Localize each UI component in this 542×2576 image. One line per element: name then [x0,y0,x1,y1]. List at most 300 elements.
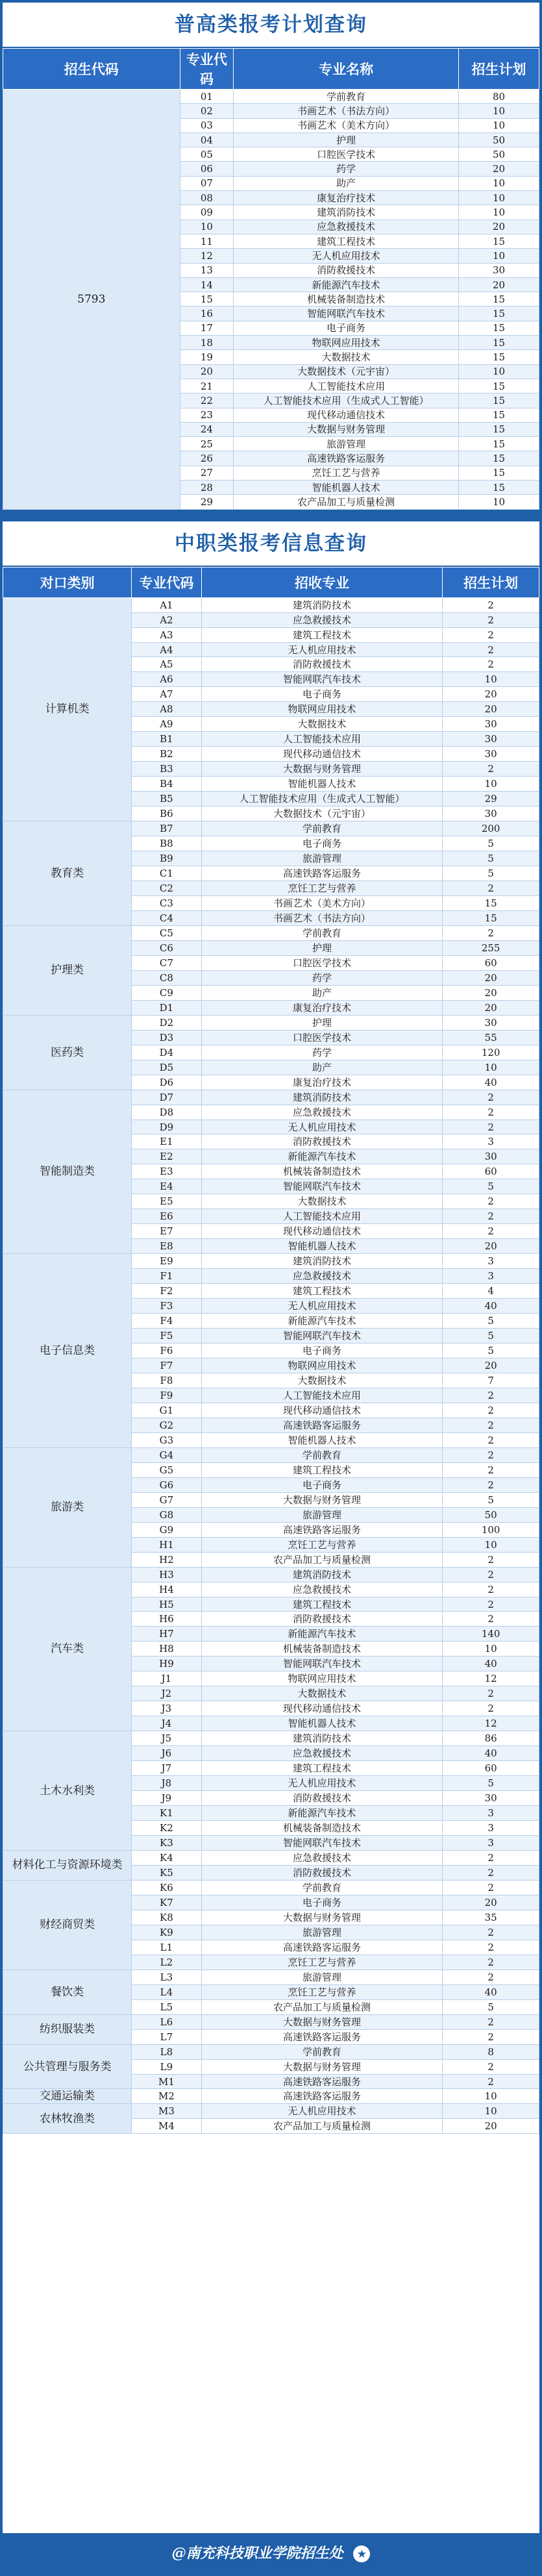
plan-count-cell: 4 [443,1284,539,1299]
major-name-cell: 护理 [201,1015,443,1030]
major-code-cell: M1 [132,2074,201,2089]
major-code-cell: B8 [132,836,201,851]
major-name-cell: 机械装备制造技术 [234,292,459,306]
page [3,3,539,2573]
major-name-cell: 新能源汽车技术 [201,1806,443,1821]
major-code-cell: G5 [132,1462,201,1477]
major-name-cell: 农产品加工与质量检测 [234,495,459,509]
table-row [3,2089,539,2104]
plan-count-cell: 12 [443,1716,539,1731]
major-name-cell: 建筑工程技术 [201,1597,443,1612]
plan-count-cell: 2 [443,1701,539,1716]
plan-count-cell: 2 [443,762,539,777]
major-code-cell: C4 [132,910,201,925]
plan-count-cell: 12 [443,1671,539,1686]
major-name-cell: 大数据与财务管理 [201,2014,443,2029]
major-code-cell: 10 [180,219,234,234]
major-name-cell: 物联网应用技术 [201,702,443,717]
major-code-cell: 07 [180,176,234,190]
table-row [3,821,539,836]
category-cell: 汽车类 [3,1567,132,1731]
major-name-cell: 大数据技术 [201,1194,443,1209]
major-name-cell: 新能源汽车技术 [201,1314,443,1329]
major-code-cell: L1 [132,1940,201,1955]
plan-count-cell: 50 [459,147,539,162]
table-row [3,1880,539,1895]
major-code-cell: C3 [132,895,201,910]
plan-count-cell: 20 [443,1895,539,1910]
major-name-cell: 物联网应用技术 [201,1358,443,1373]
major-name-cell: 大数据技术（元宇宙） [234,364,459,379]
plan-count-cell: 2 [443,1403,539,1418]
plan-count-cell: 3 [443,1806,539,1821]
section-divider [3,510,539,521]
plan-count-cell: 2 [443,1865,539,1880]
table-row [3,1015,539,1030]
major-name-cell: 应急救援技术 [201,1582,443,1597]
plan-count-cell: 20 [443,970,539,985]
header-major-name: 招收专业 [201,567,443,597]
major-name-cell: 大数据技术 [201,1686,443,1701]
plan-count-cell: 10 [443,1060,539,1075]
plan-count-cell: 15 [459,379,539,393]
major-code-cell: A5 [132,657,201,672]
major-code-cell: C7 [132,955,201,970]
major-name-cell: 现代移动通信技术 [201,747,443,762]
plan-count-cell: 10 [443,2104,539,2119]
major-code-cell: 09 [180,205,234,219]
major-name-cell: 大数据技术（元宇宙） [201,807,443,821]
major-name-cell: 农产品加工与质量检测 [201,2119,443,2134]
plan-count-cell: 10 [443,1537,539,1552]
major-code-cell: G7 [132,1492,201,1507]
major-code-cell: H1 [132,1537,201,1552]
major-code-cell: A2 [132,612,201,627]
header-plan: 招生计划 [459,49,539,90]
major-code-cell: J7 [132,1761,201,1776]
plan-count-cell: 5 [443,1492,539,1507]
major-name-cell: 现代移动通信技术 [201,1224,443,1239]
major-code-cell: B6 [132,807,201,821]
plan-count-cell: 2 [443,1119,539,1134]
major-name-cell: 现代移动通信技术 [201,1403,443,1418]
major-name-cell: 建筑消防技术 [201,1731,443,1746]
plan-count-cell: 2 [443,1880,539,1895]
plan-count-cell: 5 [443,1179,539,1194]
major-name-cell: 机械装备制造技术 [201,1821,443,1836]
major-name-cell: 新能源汽车技术 [201,1149,443,1164]
major-code-cell: A8 [132,702,201,717]
major-code-cell: E5 [132,1194,201,1209]
major-code-cell: A1 [132,597,201,612]
category-cell: 医药类 [3,1015,132,1090]
section-title-general: 普高类报考计划查询 [3,3,539,48]
plan-count-cell: 60 [443,1761,539,1776]
major-name-cell: 学前教育 [201,925,443,940]
plan-count-cell: 15 [459,234,539,248]
plan-count-cell: 15 [459,408,539,422]
table-row [3,925,539,940]
plan-count-cell: 15 [443,910,539,925]
table-row [3,2014,539,2029]
plan-count-cell: 5 [443,1314,539,1329]
major-name-cell: 新能源汽车技术 [201,1627,443,1642]
major-name-cell: 护理 [234,132,459,147]
enroll-code-cell: 5793 [3,90,180,510]
plan-count-cell: 3 [443,1269,539,1284]
table-row [3,2044,539,2059]
major-code-cell: 04 [180,132,234,147]
major-name-cell: 药学 [234,162,459,176]
major-code-cell: C2 [132,881,201,896]
plan-count-cell: 30 [443,717,539,732]
plan-count-cell: 2 [443,2074,539,2089]
major-code-cell: E7 [132,1224,201,1239]
major-name-cell: 助产 [234,176,459,190]
plan-count-cell: 5 [443,866,539,881]
plan-count-cell: 15 [459,321,539,335]
major-name-cell: 大数据技术 [234,350,459,364]
plan-count-cell: 30 [443,1149,539,1164]
header-major-code: 专业代码 [132,567,201,597]
plan-count-cell: 15 [443,895,539,910]
major-code-cell: D8 [132,1105,201,1119]
major-code-cell: L5 [132,1999,201,2014]
table-row [3,1447,539,1462]
major-name-cell: 口腔医学技术 [201,1030,443,1045]
table-row [3,1567,539,1582]
major-code-cell: L3 [132,1970,201,1984]
plan-count-cell: 140 [443,1627,539,1642]
major-name-cell: 智能网联汽车技术 [201,1836,443,1851]
major-code-cell: A4 [132,642,201,657]
major-code-cell: L7 [132,2029,201,2044]
plan-count-cell: 30 [443,1015,539,1030]
major-code-cell: H3 [132,1567,201,1582]
major-code-cell: 02 [180,104,234,118]
major-name-cell: 无人机应用技术 [201,1299,443,1314]
major-code-cell: 15 [180,292,234,306]
major-name-cell: 大数据与财务管理 [234,422,459,436]
plan-count-cell: 10 [459,495,539,509]
plan-count-cell: 10 [459,118,539,132]
major-name-cell: 烹饪工艺与营养 [201,1537,443,1552]
major-name-cell: 康复治疗技术 [234,191,459,205]
major-name-cell: 消防救援技术 [234,263,459,277]
major-name-cell: 旅游管理 [201,851,443,866]
major-name-cell: 消防救援技术 [201,1791,443,1806]
category-cell: 交通运输类 [3,2089,132,2104]
major-code-cell: K8 [132,1910,201,1925]
major-name-cell: 无人机应用技术 [201,1776,443,1791]
major-name-cell: 高速铁路客运服务 [201,2074,443,2089]
major-code-cell: F9 [132,1388,201,1403]
major-code-cell: C8 [132,970,201,985]
category-cell: 纺织服装类 [3,2014,132,2044]
major-code-cell: F6 [132,1344,201,1358]
major-name-cell: 应急救援技术 [201,612,443,627]
major-name-cell: 智能机器人技术 [234,481,459,495]
major-code-cell: B4 [132,777,201,792]
major-name-cell: 大数据技术 [201,1373,443,1388]
major-name-cell: 建筑消防技术 [201,1090,443,1105]
plan-count-cell: 2 [443,627,539,642]
major-code-cell: 01 [180,90,234,104]
major-name-cell: 人工智能技术应用 [201,1388,443,1403]
major-code-cell: D9 [132,1119,201,1134]
major-name-cell: 智能机器人技术 [201,777,443,792]
plan-count-cell: 10 [443,672,539,687]
plan-count-cell: 30 [443,1791,539,1806]
major-code-cell: 13 [180,263,234,277]
major-code-cell: H2 [132,1552,201,1567]
plan-count-cell: 15 [459,466,539,480]
major-code-cell: J9 [132,1791,201,1806]
major-code-cell: H7 [132,1627,201,1642]
table-row [3,90,539,104]
plan-count-cell: 20 [443,1000,539,1015]
major-name-cell: 人工智能技术应用（生成式人工智能） [234,394,459,408]
plan-count-cell: 2 [443,1432,539,1447]
major-name-cell: 高速铁路客运服务 [201,2089,443,2104]
major-code-cell: 27 [180,466,234,480]
major-code-cell: D4 [132,1045,201,1060]
major-name-cell: 高速铁路客运服务 [234,451,459,466]
plan-count-cell: 29 [443,792,539,807]
plan-count-cell: 15 [459,422,539,436]
plan-count-cell: 2 [443,1850,539,1865]
major-code-cell: D1 [132,1000,201,1015]
major-code-cell: H9 [132,1657,201,1671]
major-code-cell: H8 [132,1642,201,1657]
major-code-cell: F5 [132,1329,201,1344]
plan-count-cell: 40 [443,1075,539,1090]
major-name-cell: 大数据与财务管理 [201,1910,443,1925]
plan-count-cell: 2 [443,1955,539,1970]
table-row [3,1850,539,1865]
major-name-cell: 消防救援技术 [201,1134,443,1149]
plan-count-cell: 2 [443,1940,539,1955]
major-code-cell: K2 [132,1821,201,1836]
major-name-cell: 助产 [201,1060,443,1075]
major-code-cell: B2 [132,747,201,762]
category-cell: 护理类 [3,925,132,1015]
major-name-cell: 助产 [201,985,443,1000]
category-cell: 材料化工与资源环境类 [3,1850,132,1880]
major-code-cell: C9 [132,985,201,1000]
header-major-code: 专业代码 [180,49,234,90]
major-code-cell: K1 [132,1806,201,1821]
major-name-cell: 机械装备制造技术 [201,1164,443,1179]
plan-count-cell: 20 [443,687,539,702]
plan-count-cell: 3 [443,1836,539,1851]
plan-count-cell: 15 [459,306,539,321]
major-name-cell: 无人机应用技术 [234,249,459,263]
major-code-cell: G9 [132,1522,201,1537]
major-name-cell: 建筑工程技术 [234,234,459,248]
plan-count-cell: 15 [459,292,539,306]
major-name-cell: 建筑消防技术 [201,597,443,612]
major-name-cell: 农产品加工与质量检测 [201,1999,443,2014]
major-code-cell: 25 [180,437,234,451]
major-code-cell: D7 [132,1090,201,1105]
plan-count-cell: 86 [443,1731,539,1746]
plan-count-cell: 7 [443,1373,539,1388]
major-name-cell: 大数据与财务管理 [201,1492,443,1507]
plan-count-cell: 20 [443,1239,539,1254]
major-name-cell: 旅游管理 [234,437,459,451]
major-name-cell: 智能网联汽车技术 [201,1329,443,1344]
major-name-cell: 智能网联汽车技术 [201,1179,443,1194]
major-name-cell: 物联网应用技术 [201,1671,443,1686]
plan-count-cell: 40 [443,1984,539,1999]
major-name-cell: 书画艺术（美术方向） [234,118,459,132]
major-code-cell: D5 [132,1060,201,1075]
plan-count-cell: 50 [459,132,539,147]
major-code-cell: 22 [180,394,234,408]
major-code-cell: K6 [132,1880,201,1895]
major-name-cell: 应急救援技术 [201,1105,443,1119]
major-name-cell: 旅游管理 [201,1507,443,1522]
major-name-cell: 康复治疗技术 [201,1075,443,1090]
major-name-cell: 智能网联汽车技术 [201,672,443,687]
major-name-cell: 消防救援技术 [201,1612,443,1627]
major-code-cell: F1 [132,1269,201,1284]
major-code-cell: 06 [180,162,234,176]
major-code-cell: 12 [180,249,234,263]
major-name-cell: 旅游管理 [201,1970,443,1984]
plan-count-cell: 2 [443,1224,539,1239]
plan-count-cell: 2 [443,1194,539,1209]
header-major-name: 专业名称 [234,49,459,90]
major-code-cell: 03 [180,118,234,132]
plan-count-cell: 15 [459,336,539,350]
major-code-cell: 11 [180,234,234,248]
major-name-cell: 智能机器人技术 [201,1716,443,1731]
major-name-cell: 智能网联汽车技术 [234,306,459,321]
major-name-cell: 电子商务 [234,321,459,335]
major-code-cell: F8 [132,1373,201,1388]
major-name-cell: 建筑工程技术 [201,1462,443,1477]
major-code-cell: J3 [132,1701,201,1716]
section-title-vocational: 中职类报考信息查询 [3,521,539,567]
plan-count-cell: 10 [459,191,539,205]
major-code-cell: K3 [132,1836,201,1851]
major-name-cell: 药学 [201,1045,443,1060]
major-code-cell: 23 [180,408,234,422]
major-code-cell: E3 [132,1164,201,1179]
major-name-cell: 高速铁路客运服务 [201,2029,443,2044]
general-plan-body [3,90,539,510]
major-name-cell: 现代移动通信技术 [201,1701,443,1716]
major-code-cell: G1 [132,1403,201,1418]
plan-count-cell: 30 [443,732,539,747]
major-name-cell: 高速铁路客运服务 [201,1940,443,1955]
major-code-cell: H5 [132,1597,201,1612]
plan-count-cell: 255 [443,940,539,955]
major-code-cell: H6 [132,1612,201,1627]
major-code-cell: F4 [132,1314,201,1329]
major-name-cell: 电子商务 [201,1477,443,1492]
major-code-cell: 20 [180,364,234,379]
plan-count-cell: 10 [459,249,539,263]
major-name-cell: 智能机器人技术 [201,1432,443,1447]
major-name-cell: 新能源汽车技术 [234,277,459,292]
plan-count-cell: 2 [443,597,539,612]
header-enroll-code: 招生代码 [3,49,180,90]
plan-count-cell: 2 [443,1552,539,1567]
major-code-cell: G3 [132,1432,201,1447]
major-name-cell: 无人机应用技术 [201,642,443,657]
major-code-cell: G6 [132,1477,201,1492]
plan-count-cell: 15 [459,350,539,364]
major-name-cell: 应急救援技术 [201,1850,443,1865]
major-name-cell: 药学 [201,970,443,985]
table-row [3,597,539,612]
major-code-cell: L2 [132,1955,201,1970]
major-code-cell: 18 [180,336,234,350]
plan-count-cell: 2 [443,1090,539,1105]
footer-watermark [3,2533,539,2573]
major-name-cell: 人工智能技术应用 [234,379,459,393]
major-code-cell: G2 [132,1418,201,1432]
plan-count-cell: 2 [443,1582,539,1597]
major-code-cell: M4 [132,2119,201,2134]
plan-count-cell: 200 [443,821,539,836]
plan-count-cell: 2 [443,1597,539,1612]
major-code-cell: J5 [132,1731,201,1746]
plan-count-cell: 3 [443,1254,539,1269]
plan-count-cell: 30 [443,807,539,821]
plan-count-cell: 20 [443,1358,539,1373]
plan-count-cell: 10 [443,777,539,792]
major-code-cell: 21 [180,379,234,393]
major-code-cell: A6 [132,672,201,687]
vocational-plan-table [3,567,539,2134]
major-code-cell: D6 [132,1075,201,1090]
plan-count-cell: 2 [443,1209,539,1224]
vocational-plan-body [3,597,539,2134]
major-code-cell: 08 [180,191,234,205]
major-code-cell: C6 [132,940,201,955]
major-name-cell: 学前教育 [234,90,459,104]
major-code-cell: L8 [132,2044,201,2059]
table-row [3,1090,539,1105]
major-code-cell: L9 [132,2059,201,2074]
major-name-cell: 机械装备制造技术 [201,1642,443,1657]
major-name-cell: 消防救援技术 [201,657,443,672]
plan-count-cell: 20 [443,702,539,717]
plan-count-cell: 10 [459,364,539,379]
plan-count-cell: 2 [443,1462,539,1477]
major-name-cell: 大数据与财务管理 [201,762,443,777]
major-name-cell: 电子商务 [201,1344,443,1358]
major-name-cell: 康复治疗技术 [201,1000,443,1015]
table-row [3,2104,539,2119]
plan-count-cell: 5 [443,851,539,866]
major-code-cell: E8 [132,1239,201,1254]
table-header-row [3,49,539,90]
major-name-cell: 旅游管理 [201,1925,443,1940]
plan-count-cell: 2 [443,2014,539,2029]
plan-count-cell: 40 [443,1746,539,1761]
table-row [3,1731,539,1746]
major-name-cell: 学前教育 [201,1880,443,1895]
plan-count-cell: 40 [443,1299,539,1314]
plan-count-cell: 30 [443,747,539,762]
major-name-cell: 学前教育 [201,821,443,836]
plan-count-cell: 5 [443,836,539,851]
